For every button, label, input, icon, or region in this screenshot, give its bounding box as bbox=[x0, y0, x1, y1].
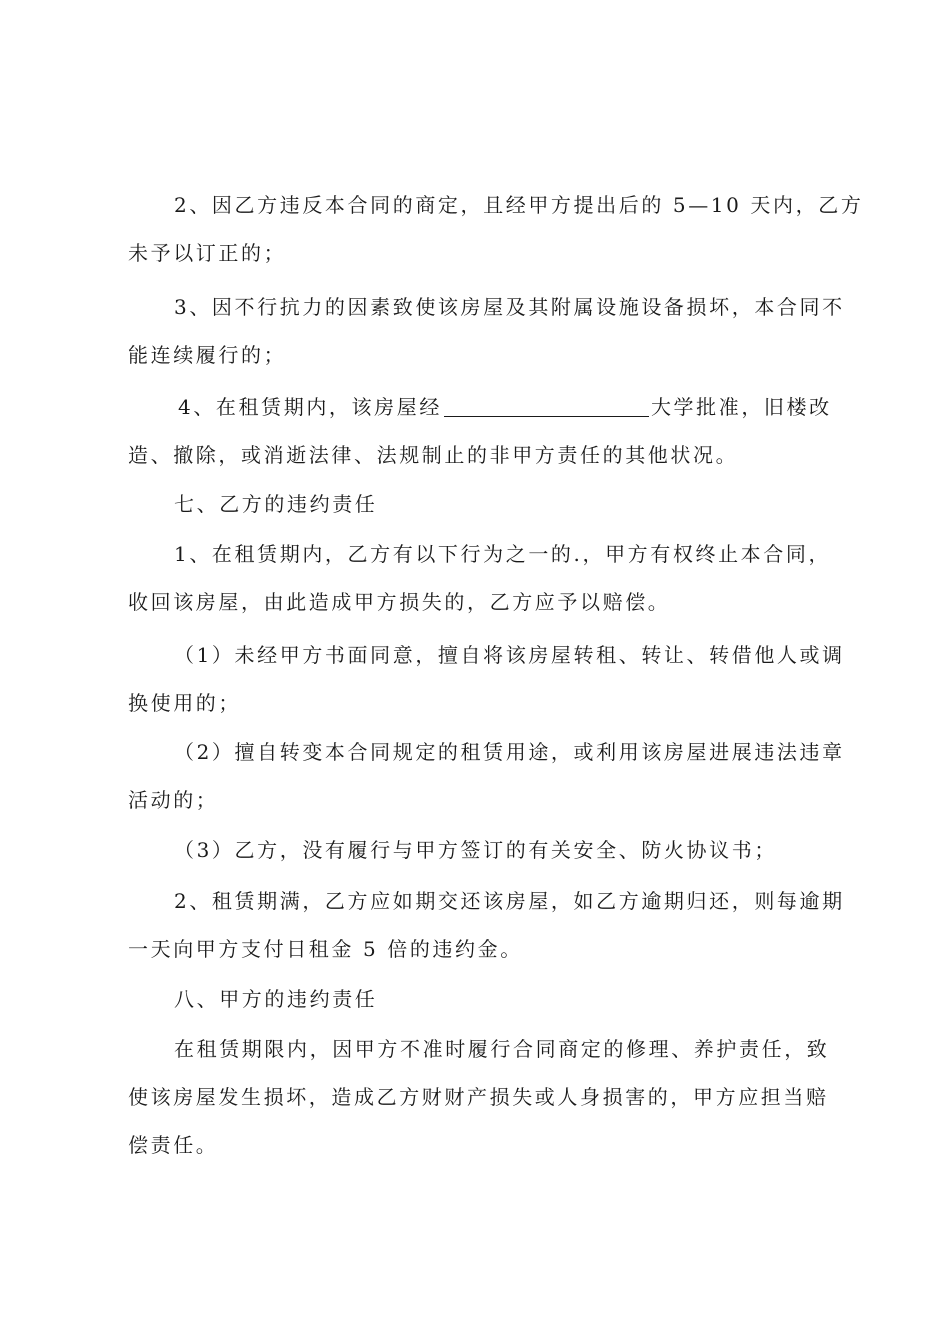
text-line: 3、因不行抗力的因素致使该房屋及其附属设施设备损坏，本合同不 bbox=[174, 295, 845, 319]
text-line: 在租赁期限内，因甲方不准时履行合同商定的修理、养护责任，致 bbox=[174, 1037, 830, 1061]
clause-paragraph bbox=[128, 631, 845, 727]
clause-paragraph bbox=[128, 383, 832, 479]
text-line: 收回该房屋，由此造成甲方损失的，乙方应予以赔偿。 bbox=[128, 590, 671, 614]
section-heading bbox=[128, 480, 828, 528]
clause-paragraph bbox=[128, 283, 845, 379]
text-line: 2、因乙方违反本合同的商定，且经甲方提出后的 5—10 天内，乙方 bbox=[174, 193, 864, 217]
text-line: （1）未经甲方书面同意，擅自将该房屋转租、转让、转借他人或调 bbox=[174, 643, 845, 667]
clause-paragraph bbox=[128, 728, 845, 824]
text-line: 未予以订正的； bbox=[128, 241, 287, 265]
text-line bbox=[128, 383, 832, 431]
text-line: （3）乙方，没有履行与甲方签订的有关安全、防火协议书； bbox=[174, 838, 777, 862]
section-heading bbox=[128, 975, 828, 1023]
clause-paragraph bbox=[128, 877, 845, 973]
text-segment: 大学批准，旧楼改 bbox=[650, 395, 832, 419]
text-line: 能连续履行的； bbox=[128, 343, 287, 367]
heading-text: 七、乙方的违约责任 bbox=[174, 492, 378, 516]
clause-paragraph bbox=[128, 530, 832, 626]
text-line: 2、租赁期满，乙方应如期交还该房屋，如乙方逾期归还，则每逾期 bbox=[174, 889, 845, 913]
text-line: （2）擅自转变本合同规定的租赁用途，或利用该房屋进展违法违章 bbox=[174, 740, 845, 764]
text-line: 偿责任。 bbox=[128, 1133, 219, 1157]
text-line: 换使用的； bbox=[128, 691, 241, 715]
text-line: 造、撤除，或消逝法律、法规制止的非甲方责任的其他状况。 bbox=[128, 443, 739, 467]
clause-paragraph bbox=[128, 1025, 828, 1169]
text-line: 一天向甲方支付日租金 5 倍的违约金。 bbox=[128, 937, 523, 961]
text-segment: 4、在租赁期内，该房屋经 bbox=[178, 395, 442, 419]
heading-text: 八、甲方的违约责任 bbox=[174, 987, 378, 1011]
clause-paragraph bbox=[128, 826, 828, 874]
text-line: 使该房屋发生损坏，造成乙方财财产损失或人身损害的，甲方应担当赔 bbox=[128, 1085, 829, 1109]
fill-in-blank bbox=[444, 394, 649, 417]
text-line: 1、在租赁期内，乙方有以下行为之一的.，甲方有权终止本合同， bbox=[174, 542, 832, 566]
text-line: 活动的； bbox=[128, 788, 219, 812]
clause-paragraph bbox=[128, 181, 864, 277]
